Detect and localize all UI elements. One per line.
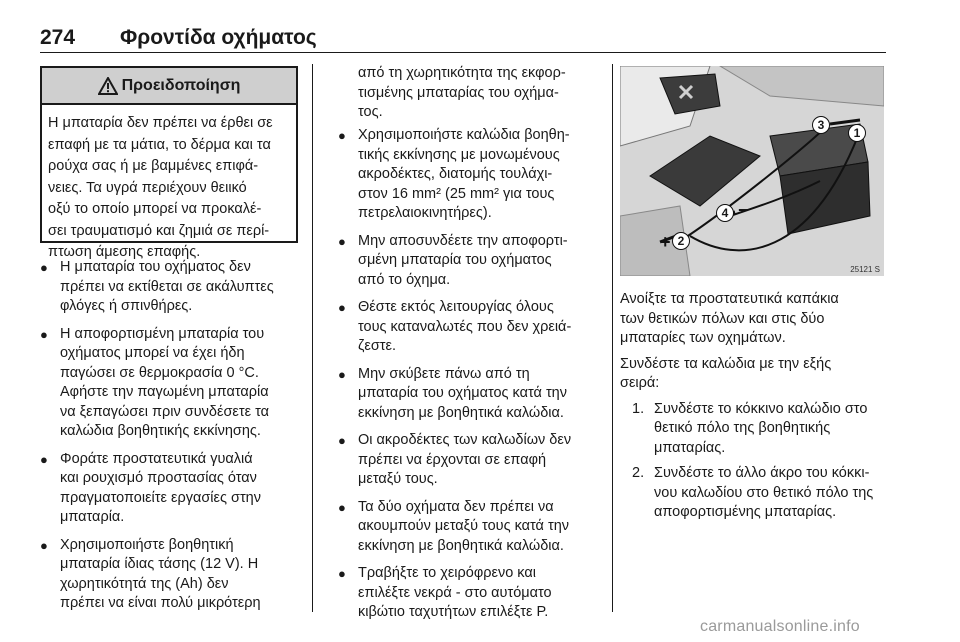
list-item-line: Μην σκύβετε πάνω από τη bbox=[358, 365, 530, 382]
page-header bbox=[40, 26, 886, 54]
bullet-icon: ● bbox=[40, 260, 48, 275]
continuation-line: τος. bbox=[358, 104, 383, 120]
column-divider-right bbox=[612, 64, 613, 612]
list-item-line: μεταξύ τους. bbox=[358, 471, 438, 487]
list-item-line: από το όχημα. bbox=[358, 271, 451, 288]
step-number: 2. bbox=[632, 465, 645, 481]
warning-triangle-icon bbox=[98, 77, 118, 95]
warning-line: ρούχα σας ή με βαμμένες επιφά- bbox=[48, 158, 259, 174]
instruction-paragraph bbox=[620, 355, 890, 394]
list-item-line: Τραβήξτε το χειρόφρενο και bbox=[358, 565, 536, 581]
callout-3: 3 bbox=[812, 116, 830, 134]
warning-box bbox=[40, 66, 298, 260]
warning-line: Η μπαταρία δεν πρέπει να έρθει σε bbox=[48, 115, 273, 131]
step-number: 1. bbox=[632, 400, 645, 417]
list-item-line: πραγματοποιείτε εργασίες στην bbox=[60, 489, 261, 506]
warning-line: πτωση άμεσης επαφής. bbox=[48, 244, 201, 260]
list-item-line: τικής εκκίνησης με μονωμένους bbox=[358, 146, 560, 163]
paragraph-line: Συνδέστε τα καλώδια με την εξής bbox=[620, 355, 832, 372]
column2-bullet-list bbox=[338, 126, 606, 631]
warning-line: νειες. Τα υγρά περιέχουν θειικό bbox=[48, 179, 247, 196]
column-divider-left bbox=[312, 64, 313, 612]
column3-instructions bbox=[620, 290, 890, 529]
list-item bbox=[338, 126, 606, 224]
callout-1: 1 bbox=[848, 124, 866, 142]
list-item bbox=[338, 365, 606, 424]
list-item-line: Η αποφορτισμένη μπαταρία του bbox=[60, 325, 265, 342]
list-item-line: τους καταναλωτές που δεν χρειά- bbox=[358, 318, 572, 335]
callout-4: 4 bbox=[716, 204, 734, 222]
paragraph-line: σειρά: bbox=[620, 375, 660, 391]
numbered-steps bbox=[632, 400, 890, 523]
list-item-line: οχήματος μπορεί να έχει ήδη bbox=[60, 345, 245, 361]
list-item-line: πρέπει να είναι πολύ μικρότερη bbox=[60, 595, 261, 611]
list-item-line: ακροδέκτες, διατομής τουλάχι- bbox=[358, 166, 553, 182]
list-item bbox=[338, 431, 606, 490]
step-line: Συνδέστε το κόκκινο καλώδιο στο bbox=[654, 400, 868, 417]
header-rule bbox=[40, 52, 886, 53]
list-item-line: Χρησιμοποιήστε καλώδια βοηθη- bbox=[358, 127, 570, 143]
list-item bbox=[40, 325, 302, 442]
step-line: νου καλωδίου στο θετικό πόλο της bbox=[654, 484, 874, 501]
step-line: Συνδέστε το άλλο άκρο του κόκκι- bbox=[654, 465, 870, 481]
list-item-line: Τα δύο οχήματα δεν πρέπει να bbox=[358, 498, 554, 515]
list-item bbox=[338, 298, 606, 357]
paragraph-line: μπαταρίες των οχημάτων. bbox=[620, 330, 786, 346]
list-item-line: Χρησιμοποιήστε βοηθητική bbox=[60, 536, 234, 553]
bullet-icon: ● bbox=[40, 537, 48, 553]
list-item-line: ακουμπούν μεταξύ τους κατά την bbox=[358, 518, 570, 534]
list-item-line: πετρελαιοκινητήρες). bbox=[358, 205, 492, 221]
list-item-line: κιβώτιο ταχυτήτων επιλέξτε P. bbox=[358, 604, 549, 620]
list-item bbox=[40, 450, 302, 528]
list-item bbox=[338, 564, 606, 623]
page-title: Φροντίδα οχήματος bbox=[120, 26, 317, 49]
step-line: μπαταρίας. bbox=[654, 439, 726, 456]
list-item-line: στον 16 mm² (25 mm² για τους bbox=[358, 185, 555, 202]
list-item-line: χωρητικότητά της (Ah) δεν bbox=[60, 575, 229, 592]
list-item-line: μπαταρία του οχήματος κατά την bbox=[358, 385, 567, 401]
list-item bbox=[338, 232, 606, 291]
polarity-minus-label: − bbox=[738, 200, 749, 220]
warning-text bbox=[42, 105, 296, 264]
list-item-line: παγώσει σε θερμοκρασία 0 °C. bbox=[60, 364, 259, 381]
watermark: carmanualsonline.info bbox=[700, 618, 860, 635]
column1-bullet-list bbox=[40, 258, 302, 622]
bullet-icon: ● bbox=[338, 499, 346, 515]
callout-2: 2 bbox=[672, 232, 690, 250]
bullet-icon: ● bbox=[338, 300, 346, 315]
list-item-line: σμένη μπαταρία του οχήματος bbox=[358, 252, 552, 268]
bullet-icon: ● bbox=[338, 433, 346, 448]
list-item bbox=[40, 258, 302, 317]
step-item bbox=[632, 464, 890, 523]
list-item-line: ζεστε. bbox=[358, 338, 397, 354]
continuation-line: από τη χωρητικότητα της εκφορ- bbox=[358, 65, 566, 81]
paragraph-line: Ανοίξτε τα προστατευτικά καπάκια bbox=[620, 291, 839, 307]
step-line: θετικό πόλο της βοηθητικής bbox=[654, 420, 831, 436]
bullet-icon: ● bbox=[338, 128, 346, 143]
continuation-line: τισμένης μπαταρίας του οχήμα- bbox=[358, 84, 559, 101]
step-line: αποφορτισμένης μπαταρίας. bbox=[654, 504, 837, 520]
list-item-line: Φοράτε προστατευτικά γυαλιά bbox=[60, 450, 253, 467]
bullet-icon: ● bbox=[40, 326, 48, 342]
list-item-line: και ρουχισμό προστασίας όταν bbox=[60, 470, 257, 486]
list-item-line: εκκίνηση με βοηθητικά καλώδια. bbox=[358, 404, 564, 421]
list-item bbox=[40, 536, 302, 614]
instruction-paragraph bbox=[620, 290, 890, 349]
list-item-line: πρέπει να έρχονται σε επαφή bbox=[358, 451, 547, 468]
bullet-icon: ● bbox=[40, 451, 48, 467]
page-number: 274 bbox=[40, 26, 76, 49]
bullet-icon: ● bbox=[338, 566, 346, 581]
list-item-line: Αφήστε την παγωμένη μπαταρία bbox=[60, 384, 269, 400]
list-item-line: εκκίνηση με βοηθητικά καλώδια. bbox=[358, 537, 564, 554]
polarity-plus-label: + bbox=[660, 232, 671, 252]
figure-code: 25121 S bbox=[850, 265, 880, 274]
warning-heading: Προειδοποίηση bbox=[121, 76, 241, 94]
list-item-line: να ξεπαγώσει πριν συνδέσετε τα bbox=[60, 403, 269, 420]
list-item-line: Οι ακροδέκτες των καλωδίων δεν bbox=[358, 432, 572, 448]
bullet-icon: ● bbox=[338, 366, 346, 382]
list-item-line: φλόγες ή σπινθήρες. bbox=[60, 298, 193, 314]
column2-continuation bbox=[358, 64, 606, 123]
warning-header bbox=[42, 68, 296, 105]
warning-line: σει τραυματισμό και ζημιά σε περί- bbox=[48, 222, 270, 239]
list-item-line: Η μπαταρία του οχήματος δεν bbox=[60, 259, 251, 275]
list-item bbox=[338, 498, 606, 557]
step-item bbox=[632, 400, 890, 459]
list-item-line: καλώδια βοηθητικής εκκίνησης. bbox=[60, 423, 261, 439]
battery-jumpstart-illustration bbox=[620, 66, 884, 276]
list-item-line: Μην αποσυνδέετε την αποφορτι- bbox=[358, 232, 568, 249]
list-item-line: μπαταρία. bbox=[60, 509, 125, 525]
list-item-line: επιλέξτε νεκρά - στο αυτόματο bbox=[358, 584, 552, 601]
list-item-line: μπαταρία ίδιας τάσης (12 V). Η bbox=[60, 556, 259, 572]
list-item-line: Θέστε εκτός λειτουργίας όλους bbox=[358, 299, 554, 315]
warning-line: επαφή με τα μάτια, το δέρμα και τα bbox=[48, 136, 271, 153]
list-item-line: πρέπει να εκτίθεται σε ακάλυπτες bbox=[60, 278, 274, 295]
warning-line: οξύ το οποίο μπορεί να προκαλέ- bbox=[48, 201, 262, 217]
paragraph-line: των θετικών πόλων και στις δύο bbox=[620, 310, 825, 327]
bullet-icon: ● bbox=[338, 233, 346, 249]
